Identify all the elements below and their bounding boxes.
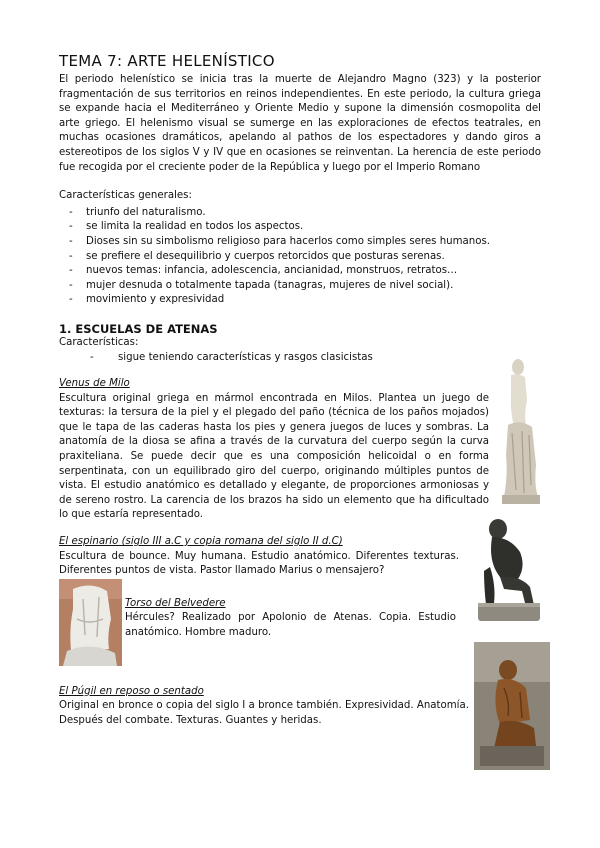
espinario-image <box>470 507 546 625</box>
list-item: - movimiento y expresividad <box>59 293 541 308</box>
venus-text: Escultura original griega en mármol encontrada en Milos. Plantea un juego de texturas: la tersura de la piel y el plegado del paño (técnica de los paños mojados) que le tapa de las caderas hasta los pies y genera juegos de luces y sombras. La anatomía de la diosa se afina a través de la curvatura del cuerpo según la curva praxiteliana. Se puede decir que es una composición helicoidal o en forma serpentinata, con un equilibrado giro del cuerpo, originando múltiples puntos de vista. El estudio anatómico es detallado y elegante, de proporciones armoniosas y de sereno rostro. La carencia de los brazos ha sido un elemento que ha dificultado lo que estaría representado. <box>59 392 489 521</box>
general-heading: Características generales: <box>59 190 192 202</box>
section-heading: 1. ESCUELAS DE ATENAS <box>59 321 218 336</box>
page-title: TEMA 7: ARTE HELENÍSTICO <box>59 52 275 70</box>
venus-block <box>59 377 489 523</box>
torso-text: Hércules? Realizado por Apolonio de Atenas. Copia. Estudio anatómico. Hombre maduro. <box>125 612 456 638</box>
pugil-text: Original en bronce o copia del siglo I a bronce también. Expresividad. Anatomía. Después del combate. Texturas. Guantes y heridas. <box>59 700 469 726</box>
section-bullet: - sigue teniendo características y rasgos clasicistas <box>59 351 541 366</box>
torso-block <box>125 597 456 641</box>
list-item: - nuevos temas: infancia, adolescencia, ancianidad, monstruos, retratos… <box>59 264 541 279</box>
pugil-block <box>59 685 469 729</box>
torso-belvedere-image <box>59 579 122 666</box>
list-item: - Dioses sin su simbolismo religioso para hacerlos como simples seres humanos. <box>59 235 541 250</box>
espinario-text: Escultura de bounce. Muy humana. Estudio anatómico. Diferentes texturas. Diferentes puntos de vista. Pastor llamado Marius o mensajero? <box>59 550 459 577</box>
general-list <box>59 206 541 308</box>
pugil-image <box>474 642 550 770</box>
venus-title: Venus de Milo <box>59 378 130 390</box>
list-item: - se limita la realidad en todos los aspectos. <box>59 220 541 235</box>
list-item: - se prefiere el desequilibrio y cuerpos retorcidos que posturas serenas. <box>59 250 541 265</box>
intro-paragraph: El periodo helenístico se inicia tras la muerte de Alejandro Magno (323) y la posterior fragmentación de sus territorios en reinos independientes. En este periodo, la cultura griega se expande hacia el Mediterráneo y Oriente Medio y supone la dimensión cosmopolita del arte griego. El helenismo visual se sumerge en las exploraciones de efectos teatrales, en muchas ocasiones dramáticos, apelando al pathos de los espectadores y dando giros a estereotipos de los siglos V y IV que en ocasiones se reinventan. La herencia de este periodo fue recogida por el creciente poder de la República y luego por el Imperio Romano <box>59 74 541 173</box>
section-subheading: Características: <box>59 336 139 348</box>
torso-title: Torso del Belvedere <box>125 597 226 609</box>
pugil-title: El Púgil en reposo o sentado <box>59 685 204 697</box>
espinario-title: El espinario (siglo III a.C y copia romana del siglo II d.C) <box>59 536 343 548</box>
venus-de-milo-image <box>494 355 546 507</box>
espinario-block <box>59 535 459 579</box>
document-body <box>59 52 541 728</box>
list-item: - triunfo del naturalismo. <box>59 206 541 221</box>
list-item: - mujer desnuda o totalmente tapada (tanagras, mujeres de nivel social). <box>59 279 541 294</box>
